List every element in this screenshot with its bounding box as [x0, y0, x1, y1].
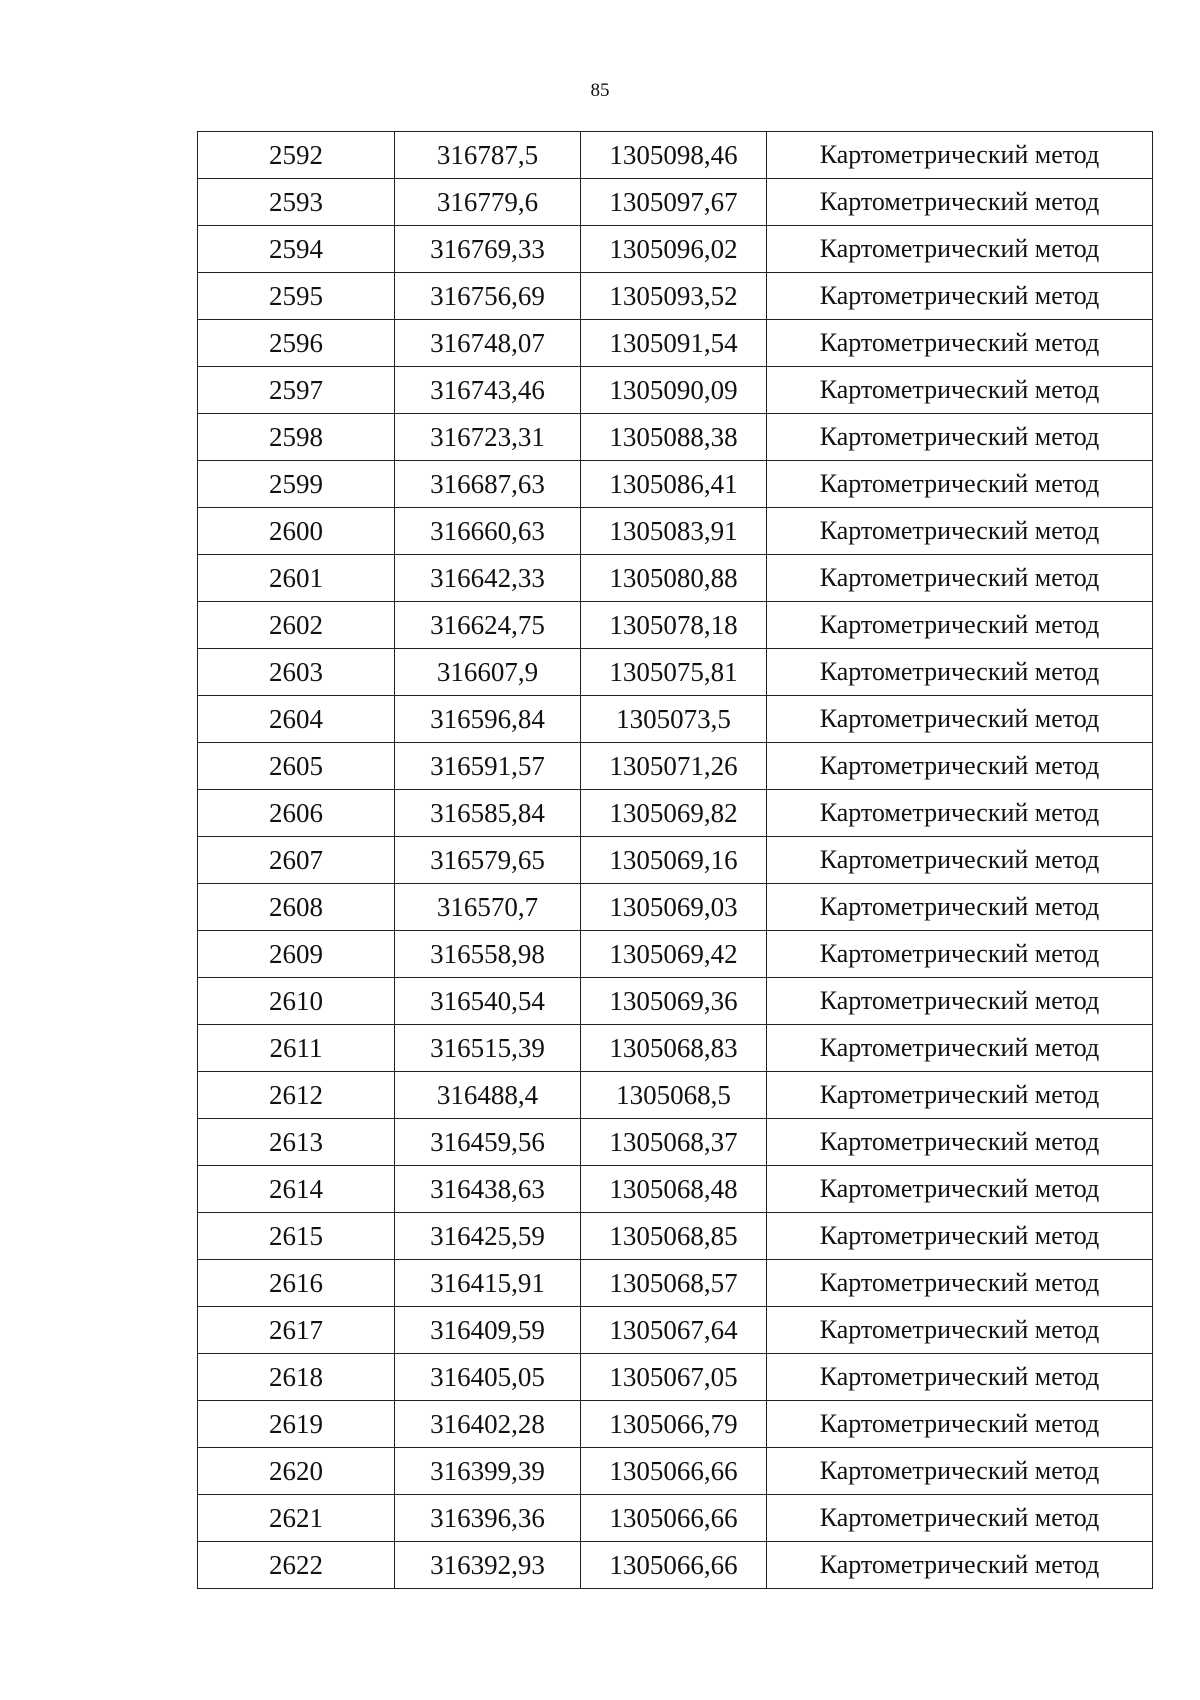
x-coordinate-cell: 316540,54: [395, 978, 581, 1025]
y-coordinate-cell: 1305097,67: [581, 179, 767, 226]
y-coordinate-cell: 1305069,82: [581, 790, 767, 837]
y-coordinate-cell: 1305069,03: [581, 884, 767, 931]
method-cell: Картометрический метод: [767, 179, 1153, 226]
method-cell: Картометрический метод: [767, 132, 1153, 179]
point-number-cell: 2601: [198, 555, 395, 602]
coordinates-table-body: [198, 132, 1153, 1589]
table-row: [198, 132, 1153, 179]
table-row: [198, 1260, 1153, 1307]
table-row: [198, 367, 1153, 414]
method-cell: Картометрический метод: [767, 931, 1153, 978]
y-coordinate-cell: 1305073,5: [581, 696, 767, 743]
y-coordinate-cell: 1305068,37: [581, 1119, 767, 1166]
point-number-cell: 2622: [198, 1542, 395, 1589]
table-row: [198, 602, 1153, 649]
x-coordinate-cell: 316392,93: [395, 1542, 581, 1589]
y-coordinate-cell: 1305090,09: [581, 367, 767, 414]
table-row: [198, 226, 1153, 273]
x-coordinate-cell: 316596,84: [395, 696, 581, 743]
y-coordinate-cell: 1305068,5: [581, 1072, 767, 1119]
method-cell: Картометрический метод: [767, 1025, 1153, 1072]
method-cell: Картометрический метод: [767, 414, 1153, 461]
y-coordinate-cell: 1305080,88: [581, 555, 767, 602]
x-coordinate-cell: 316607,9: [395, 649, 581, 696]
coordinates-table: [197, 131, 1153, 1589]
method-cell: Картометрический метод: [767, 1448, 1153, 1495]
x-coordinate-cell: 316570,7: [395, 884, 581, 931]
y-coordinate-cell: 1305068,83: [581, 1025, 767, 1072]
method-cell: Картометрический метод: [767, 1213, 1153, 1260]
point-number-cell: 2609: [198, 931, 395, 978]
y-coordinate-cell: 1305078,18: [581, 602, 767, 649]
x-coordinate-cell: 316687,63: [395, 461, 581, 508]
y-coordinate-cell: 1305066,66: [581, 1448, 767, 1495]
method-cell: Картометрический метод: [767, 226, 1153, 273]
x-coordinate-cell: 316438,63: [395, 1166, 581, 1213]
point-number-cell: 2593: [198, 179, 395, 226]
x-coordinate-cell: 316409,59: [395, 1307, 581, 1354]
table-row: [198, 884, 1153, 931]
method-cell: Картометрический метод: [767, 1354, 1153, 1401]
point-number-cell: 2612: [198, 1072, 395, 1119]
y-coordinate-cell: 1305086,41: [581, 461, 767, 508]
y-coordinate-cell: 1305066,79: [581, 1401, 767, 1448]
point-number-cell: 2592: [198, 132, 395, 179]
table-row: [198, 1448, 1153, 1495]
method-cell: Картометрический метод: [767, 837, 1153, 884]
point-number-cell: 2610: [198, 978, 395, 1025]
point-number-cell: 2599: [198, 461, 395, 508]
x-coordinate-cell: 316769,33: [395, 226, 581, 273]
point-number-cell: 2607: [198, 837, 395, 884]
y-coordinate-cell: 1305098,46: [581, 132, 767, 179]
x-coordinate-cell: 316515,39: [395, 1025, 581, 1072]
point-number-cell: 2605: [198, 743, 395, 790]
point-number-cell: 2617: [198, 1307, 395, 1354]
method-cell: Картометрический метод: [767, 1401, 1153, 1448]
y-coordinate-cell: 1305071,26: [581, 743, 767, 790]
point-number-cell: 2616: [198, 1260, 395, 1307]
y-coordinate-cell: 1305067,64: [581, 1307, 767, 1354]
table-row: [198, 931, 1153, 978]
x-coordinate-cell: 316405,05: [395, 1354, 581, 1401]
y-coordinate-cell: 1305069,16: [581, 837, 767, 884]
table-row: [198, 1025, 1153, 1072]
y-coordinate-cell: 1305075,81: [581, 649, 767, 696]
x-coordinate-cell: 316756,69: [395, 273, 581, 320]
y-coordinate-cell: 1305068,85: [581, 1213, 767, 1260]
method-cell: Картометрический метод: [767, 649, 1153, 696]
point-number-cell: 2621: [198, 1495, 395, 1542]
method-cell: Картометрический метод: [767, 1072, 1153, 1119]
x-coordinate-cell: 316723,31: [395, 414, 581, 461]
method-cell: Картометрический метод: [767, 273, 1153, 320]
y-coordinate-cell: 1305083,91: [581, 508, 767, 555]
method-cell: Картометрический метод: [767, 461, 1153, 508]
table-row: [198, 461, 1153, 508]
method-cell: Картометрический метод: [767, 1307, 1153, 1354]
table-row: [198, 978, 1153, 1025]
x-coordinate-cell: 316642,33: [395, 555, 581, 602]
point-number-cell: 2603: [198, 649, 395, 696]
y-coordinate-cell: 1305096,02: [581, 226, 767, 273]
x-coordinate-cell: 316558,98: [395, 931, 581, 978]
x-coordinate-cell: 316459,56: [395, 1119, 581, 1166]
table-row: [198, 414, 1153, 461]
y-coordinate-cell: 1305093,52: [581, 273, 767, 320]
x-coordinate-cell: 316585,84: [395, 790, 581, 837]
y-coordinate-cell: 1305069,36: [581, 978, 767, 1025]
point-number-cell: 2604: [198, 696, 395, 743]
point-number-cell: 2600: [198, 508, 395, 555]
method-cell: Картометрический метод: [767, 696, 1153, 743]
table-row: [198, 837, 1153, 884]
point-number-cell: 2598: [198, 414, 395, 461]
table-row: [198, 1072, 1153, 1119]
x-coordinate-cell: 316660,63: [395, 508, 581, 555]
point-number-cell: 2613: [198, 1119, 395, 1166]
table-row: [198, 1307, 1153, 1354]
x-coordinate-cell: 316402,28: [395, 1401, 581, 1448]
x-coordinate-cell: 316779,6: [395, 179, 581, 226]
x-coordinate-cell: 316579,65: [395, 837, 581, 884]
method-cell: Картометрический метод: [767, 978, 1153, 1025]
method-cell: Картометрический метод: [767, 790, 1153, 837]
method-cell: Картометрический метод: [767, 884, 1153, 931]
method-cell: Картометрический метод: [767, 555, 1153, 602]
page-number: 85: [590, 80, 610, 101]
table-row: [198, 179, 1153, 226]
point-number-cell: 2594: [198, 226, 395, 273]
table-row: [198, 1166, 1153, 1213]
point-number-cell: 2602: [198, 602, 395, 649]
table-row: [198, 1542, 1153, 1589]
y-coordinate-cell: 1305067,05: [581, 1354, 767, 1401]
x-coordinate-cell: 316743,46: [395, 367, 581, 414]
point-number-cell: 2611: [198, 1025, 395, 1072]
x-coordinate-cell: 316591,57: [395, 743, 581, 790]
x-coordinate-cell: 316488,4: [395, 1072, 581, 1119]
point-number-cell: 2614: [198, 1166, 395, 1213]
method-cell: Картометрический метод: [767, 367, 1153, 414]
point-number-cell: 2595: [198, 273, 395, 320]
method-cell: Картометрический метод: [767, 743, 1153, 790]
point-number-cell: 2597: [198, 367, 395, 414]
table-row: [198, 555, 1153, 602]
table-row: [198, 1495, 1153, 1542]
method-cell: Картометрический метод: [767, 1166, 1153, 1213]
x-coordinate-cell: 316787,5: [395, 132, 581, 179]
x-coordinate-cell: 316748,07: [395, 320, 581, 367]
table-row: [198, 1119, 1153, 1166]
y-coordinate-cell: 1305069,42: [581, 931, 767, 978]
method-cell: Картометрический метод: [767, 602, 1153, 649]
point-number-cell: 2618: [198, 1354, 395, 1401]
table-row: [198, 273, 1153, 320]
table-row: [198, 1401, 1153, 1448]
point-number-cell: 2615: [198, 1213, 395, 1260]
x-coordinate-cell: 316415,91: [395, 1260, 581, 1307]
point-number-cell: 2596: [198, 320, 395, 367]
table-row: [198, 508, 1153, 555]
table-row: [198, 1213, 1153, 1260]
y-coordinate-cell: 1305088,38: [581, 414, 767, 461]
method-cell: Картометрический метод: [767, 320, 1153, 367]
method-cell: Картометрический метод: [767, 1260, 1153, 1307]
x-coordinate-cell: 316396,36: [395, 1495, 581, 1542]
point-number-cell: 2619: [198, 1401, 395, 1448]
x-coordinate-cell: 316399,39: [395, 1448, 581, 1495]
y-coordinate-cell: 1305066,66: [581, 1542, 767, 1589]
point-number-cell: 2606: [198, 790, 395, 837]
method-cell: Картометрический метод: [767, 1119, 1153, 1166]
y-coordinate-cell: 1305066,66: [581, 1495, 767, 1542]
y-coordinate-cell: 1305091,54: [581, 320, 767, 367]
table-row: [198, 790, 1153, 837]
y-coordinate-cell: 1305068,57: [581, 1260, 767, 1307]
y-coordinate-cell: 1305068,48: [581, 1166, 767, 1213]
table-row: [198, 743, 1153, 790]
point-number-cell: 2620: [198, 1448, 395, 1495]
table-row: [198, 1354, 1153, 1401]
x-coordinate-cell: 316425,59: [395, 1213, 581, 1260]
table-row: [198, 696, 1153, 743]
method-cell: Картометрический метод: [767, 1542, 1153, 1589]
x-coordinate-cell: 316624,75: [395, 602, 581, 649]
table-row: [198, 320, 1153, 367]
table-row: [198, 649, 1153, 696]
method-cell: Картометрический метод: [767, 508, 1153, 555]
point-number-cell: 2608: [198, 884, 395, 931]
method-cell: Картометрический метод: [767, 1495, 1153, 1542]
